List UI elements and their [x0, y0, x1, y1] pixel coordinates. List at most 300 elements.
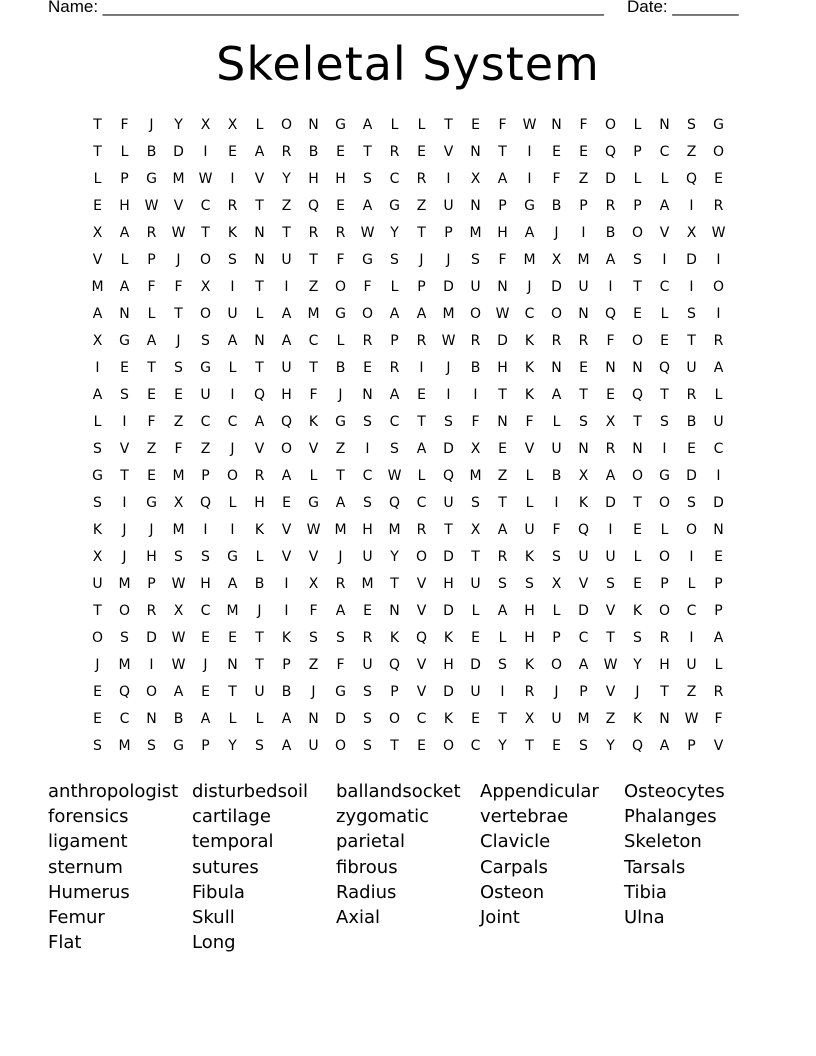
grid-letter: A — [362, 197, 373, 214]
grid-letter: S — [579, 413, 588, 430]
grid-letter: H — [497, 224, 508, 241]
grid-letter: S — [660, 413, 669, 430]
grid-letter: H — [497, 359, 508, 376]
grid-letter: A — [524, 224, 535, 241]
grid-letter: O — [604, 116, 617, 133]
grid-letter: R — [389, 143, 400, 160]
grid-letter: G — [659, 467, 670, 484]
grid-letter: R — [254, 467, 265, 484]
grid-letter: Z — [497, 467, 508, 484]
grid-letter: D — [686, 251, 697, 268]
grid-letter: I — [203, 143, 208, 160]
grid-letter: L — [255, 116, 264, 133]
grid-letter: U — [308, 737, 319, 754]
grid-letter: G — [335, 116, 346, 133]
grid-letter: A — [281, 737, 292, 754]
grid-letter: N — [470, 197, 481, 214]
grid-letter: Z — [308, 656, 319, 673]
grid-letter: X — [173, 602, 184, 619]
grid-letter: P — [714, 575, 723, 592]
grid-letter: T — [282, 224, 291, 241]
grid-letter: T — [147, 359, 156, 376]
grid-letter: A — [173, 683, 184, 700]
grid-letter: B — [308, 143, 319, 160]
grid-letter: E — [147, 467, 156, 484]
grid-letter: P — [633, 197, 642, 214]
grid-letter: L — [120, 143, 129, 160]
grid-letter: Z — [173, 413, 184, 430]
grid-letter: A — [659, 197, 670, 214]
grid-letter: O — [631, 224, 644, 241]
grid-letter: N — [632, 359, 643, 376]
word-bank-item: Skull — [192, 906, 235, 928]
grid-letter: N — [713, 521, 724, 538]
grid-letter: L — [120, 251, 129, 268]
grid-letter: C — [416, 494, 427, 511]
grid-letter: A — [416, 440, 427, 457]
grid-letter: V — [308, 548, 319, 565]
grid-letter: C — [659, 278, 670, 295]
grid-letter: R — [335, 575, 346, 592]
grid-letter: B — [605, 224, 616, 241]
grid-letter: K — [443, 629, 454, 646]
grid-letter: M — [469, 224, 482, 241]
grid-letter: N — [119, 305, 130, 322]
grid-letter: F — [498, 251, 507, 268]
grid-letter: T — [498, 143, 507, 160]
grid-letter: G — [308, 494, 319, 511]
grid-letter: F — [552, 170, 561, 187]
name-field-label: Name: _____________________________________________________ — [48, 0, 604, 16]
grid-letter: L — [633, 170, 642, 187]
grid-letter: T — [93, 143, 102, 160]
grid-letter: L — [336, 332, 345, 349]
grid-letter: Q — [658, 359, 671, 376]
grid-letter: S — [471, 251, 480, 268]
grid-letter: C — [470, 737, 481, 754]
grid-letter: E — [228, 143, 237, 160]
grid-letter: J — [446, 359, 451, 376]
grid-letter: S — [363, 413, 372, 430]
grid-letter: V — [578, 575, 589, 592]
grid-letter: C — [686, 602, 697, 619]
grid-letter: U — [713, 413, 724, 430]
grid-letter: Y — [228, 737, 237, 754]
grid-letter: J — [635, 683, 640, 700]
grid-letter: N — [146, 710, 157, 727]
grid-letter: G — [524, 197, 535, 214]
grid-letter: Z — [281, 197, 292, 214]
grid-letter: O — [280, 440, 293, 457]
grid-letter: C — [416, 710, 427, 727]
grid-letter: S — [633, 251, 642, 268]
grid-letter: L — [390, 278, 399, 295]
grid-letter: M — [118, 575, 131, 592]
grid-letter: M — [577, 710, 590, 727]
grid-letter: J — [122, 548, 127, 565]
grid-letter: Q — [442, 467, 455, 484]
grid-letter: S — [120, 386, 129, 403]
grid-letter: R — [281, 143, 292, 160]
grid-letter: T — [444, 116, 453, 133]
grid-letter: A — [146, 332, 157, 349]
grid-letter: A — [659, 737, 670, 754]
grid-letter: I — [500, 683, 505, 700]
grid-letter: F — [147, 413, 156, 430]
grid-letter: J — [203, 656, 208, 673]
grid-letter: Z — [605, 710, 616, 727]
grid-letter: A — [335, 494, 346, 511]
grid-letter: R — [605, 440, 616, 457]
grid-letter: P — [660, 575, 669, 592]
word-bank-item: ligament — [48, 831, 128, 853]
grid-letter: X — [524, 710, 535, 727]
grid-letter: S — [93, 737, 102, 754]
grid-letter: X — [200, 116, 211, 133]
grid-letter: J — [338, 548, 343, 565]
grid-letter: W — [522, 116, 537, 133]
grid-letter: A — [416, 305, 427, 322]
grid-letter: O — [658, 602, 671, 619]
grid-letter: J — [311, 683, 316, 700]
grid-letter: N — [659, 710, 670, 727]
grid-letter: V — [281, 521, 292, 538]
grid-letter: E — [336, 197, 345, 214]
grid-letter: H — [524, 629, 535, 646]
grid-letter: X — [308, 575, 319, 592]
grid-letter: W — [171, 575, 186, 592]
grid-letter: I — [95, 359, 100, 376]
grid-letter: S — [390, 440, 399, 457]
grid-letter: Q — [199, 494, 212, 511]
grid-letter: V — [659, 224, 670, 241]
grid-letter: K — [227, 224, 238, 241]
word-bank-item: Skeleton — [624, 831, 702, 853]
grid-letter: T — [417, 413, 426, 430]
grid-letter: J — [149, 521, 154, 538]
grid-letter: S — [147, 737, 156, 754]
grid-letter: Q — [631, 386, 644, 403]
grid-letter: L — [255, 305, 264, 322]
grid-letter: K — [632, 602, 643, 619]
grid-letter: P — [390, 332, 399, 349]
grid-letter: Q — [415, 629, 428, 646]
grid-letter: I — [284, 278, 289, 295]
grid-letter: S — [444, 413, 453, 430]
grid-letter: S — [363, 683, 372, 700]
grid-letter: V — [308, 440, 319, 457]
grid-letter: T — [255, 629, 264, 646]
grid-letter: L — [228, 494, 237, 511]
grid-letter: S — [120, 629, 129, 646]
grid-letter: T — [255, 197, 264, 214]
grid-letter: N — [551, 116, 562, 133]
grid-letter: N — [497, 278, 508, 295]
grid-letter: C — [200, 413, 211, 430]
grid-letter: V — [605, 683, 616, 700]
word-bank-item: Carpals — [480, 856, 548, 878]
grid-letter: D — [470, 656, 481, 673]
grid-letter: S — [633, 629, 642, 646]
grid-letter: N — [254, 332, 265, 349]
grid-letter: U — [281, 359, 292, 376]
grid-letter: N — [578, 440, 589, 457]
grid-letter: E — [633, 305, 642, 322]
grid-letter: B — [551, 197, 562, 214]
grid-letter: N — [578, 305, 589, 322]
grid-letter: O — [388, 710, 401, 727]
grid-letter: T — [606, 629, 615, 646]
grid-letter: V — [713, 737, 724, 754]
grid-letter: T — [363, 143, 372, 160]
grid-letter: K — [443, 710, 454, 727]
grid-letter: A — [578, 656, 589, 673]
grid-letter: V — [524, 440, 535, 457]
grid-letter: E — [93, 683, 102, 700]
grid-letter: X — [551, 575, 562, 592]
grid-letter: O — [712, 278, 725, 295]
word-bank-item: cartilage — [192, 806, 271, 828]
grid-letter: R — [524, 683, 535, 700]
grid-letter: M — [334, 521, 347, 538]
grid-letter: L — [255, 710, 264, 727]
word-bank-item: anthropologist — [48, 781, 179, 802]
grid-letter: X — [605, 413, 616, 430]
grid-letter: I — [230, 170, 235, 187]
grid-letter: L — [552, 413, 561, 430]
grid-letter: J — [527, 278, 532, 295]
grid-letter: S — [687, 305, 696, 322]
grid-letter: T — [498, 494, 507, 511]
grid-letter: J — [176, 251, 181, 268]
grid-letter: S — [201, 548, 210, 565]
word-bank-item: sutures — [192, 856, 259, 878]
grid-letter: E — [687, 440, 696, 457]
grid-letter: I — [689, 629, 694, 646]
grid-letter: D — [443, 683, 454, 700]
grid-letter: O — [550, 656, 563, 673]
grid-letter: O — [334, 737, 347, 754]
grid-letter: Z — [578, 170, 589, 187]
grid-letter: K — [92, 521, 103, 538]
grid-letter: A — [281, 332, 292, 349]
grid-letter: S — [336, 629, 345, 646]
grid-letter: A — [362, 116, 373, 133]
grid-letter: M — [91, 278, 104, 295]
grid-letter: I — [446, 170, 451, 187]
grid-letter: A — [605, 467, 616, 484]
grid-letter: E — [147, 386, 156, 403]
grid-letter: B — [146, 143, 157, 160]
grid-letter: C — [362, 467, 373, 484]
grid-letter: W — [441, 332, 456, 349]
grid-letter: E — [552, 143, 561, 160]
grid-letter: U — [551, 710, 562, 727]
grid-letter: X — [578, 467, 589, 484]
grid-letter: Y — [606, 737, 615, 754]
grid-letter: F — [606, 332, 615, 349]
grid-letter: T — [417, 224, 426, 241]
grid-letter: R — [605, 197, 616, 214]
grid-letter: G — [713, 116, 724, 133]
grid-letter: Q — [253, 386, 266, 403]
grid-letter: G — [173, 737, 184, 754]
grid-letter: S — [363, 710, 372, 727]
grid-letter: S — [579, 737, 588, 754]
grid-letter: T — [687, 332, 696, 349]
grid-letter: T — [390, 737, 399, 754]
grid-letter: R — [686, 386, 697, 403]
grid-letter: T — [633, 413, 642, 430]
grid-letter: F — [363, 278, 372, 295]
grid-letter: L — [93, 170, 102, 187]
grid-letter: B — [686, 413, 697, 430]
word-bank-item: sternum — [48, 856, 123, 878]
grid-letter: P — [201, 467, 210, 484]
grid-letter: S — [552, 548, 561, 565]
grid-letter: E — [417, 737, 426, 754]
grid-letter: M — [118, 656, 131, 673]
word-bank-item: Tibia — [624, 881, 667, 903]
grid-letter: I — [662, 440, 667, 457]
grid-letter: A — [227, 332, 238, 349]
grid-letter: R — [362, 629, 373, 646]
grid-letter: U — [524, 521, 535, 538]
grid-letter: K — [524, 386, 535, 403]
grid-letter: W — [711, 224, 726, 241]
grid-letter: K — [524, 548, 535, 565]
grid-letter: I — [716, 467, 721, 484]
grid-letter: X — [686, 224, 697, 241]
grid-letter: E — [498, 440, 507, 457]
grid-letter: I — [122, 494, 127, 511]
grid-letter: R — [659, 629, 670, 646]
grid-letter: P — [417, 278, 426, 295]
grid-letter: L — [147, 305, 156, 322]
grid-letter: O — [442, 737, 455, 754]
grid-letter: K — [308, 413, 319, 430]
grid-letter: O — [199, 251, 212, 268]
grid-letter: O — [334, 278, 347, 295]
grid-letter: U — [227, 305, 238, 322]
grid-letter: W — [603, 656, 618, 673]
grid-letter: G — [146, 494, 157, 511]
word-bank-item: Long — [192, 932, 236, 954]
grid-letter: O — [469, 305, 482, 322]
grid-letter: J — [554, 224, 559, 241]
grid-letter: X — [200, 278, 211, 295]
grid-letter: V — [416, 656, 427, 673]
grid-letter: V — [416, 602, 427, 619]
grid-letter: G — [200, 359, 211, 376]
grid-letter: H — [335, 170, 346, 187]
grid-letter: L — [660, 305, 669, 322]
grid-letter: J — [95, 656, 100, 673]
grid-letter: P — [201, 737, 210, 754]
grid-letter: K — [524, 332, 535, 349]
grid-letter: G — [335, 413, 346, 430]
grid-letter: H — [443, 575, 454, 592]
grid-letter: Y — [390, 224, 399, 241]
grid-letter: U — [551, 440, 562, 457]
grid-letter: F — [147, 278, 156, 295]
grid-letter: T — [525, 737, 534, 754]
grid-letter: X — [92, 548, 103, 565]
word-bank-item: Axial — [336, 906, 380, 928]
grid-letter: L — [525, 467, 534, 484]
grid-letter: A — [713, 359, 724, 376]
word-bank-item: Flat — [48, 932, 82, 954]
grid-letter: M — [469, 467, 482, 484]
grid-letter: E — [552, 737, 561, 754]
grid-letter: U — [362, 656, 373, 673]
grid-letter: H — [308, 170, 319, 187]
grid-letter: O — [550, 305, 563, 322]
grid-letter: V — [119, 440, 130, 457]
grid-letter: I — [716, 305, 721, 322]
grid-letter: G — [389, 197, 400, 214]
grid-letter: R — [470, 332, 481, 349]
grid-letter: C — [524, 305, 535, 322]
grid-letter: T — [93, 116, 102, 133]
grid-letter: L — [552, 602, 561, 619]
header-line — [48, 0, 768, 21]
grid-letter: O — [226, 467, 239, 484]
grid-letter: U — [92, 575, 103, 592]
grid-letter: V — [443, 143, 454, 160]
grid-letter: I — [554, 494, 559, 511]
grid-letter: A — [281, 467, 292, 484]
grid-letter: P — [633, 143, 642, 160]
grid-letter: S — [606, 575, 615, 592]
word-bank-item: forensics — [48, 806, 129, 828]
word-bank-item: Humerus — [48, 881, 130, 903]
grid-letter: E — [660, 332, 669, 349]
grid-letter: Z — [335, 440, 346, 457]
word-bank-item: Radius — [336, 881, 397, 903]
grid-letter: E — [201, 629, 210, 646]
grid-letter: E — [633, 575, 642, 592]
grid-letter: A — [254, 143, 265, 160]
grid-letter: O — [361, 305, 374, 322]
word-bank-item: Joint — [480, 906, 520, 928]
grid-letter: C — [713, 440, 724, 457]
grid-letter: U — [200, 386, 211, 403]
grid-letter: T — [120, 467, 129, 484]
grid-letter: Y — [633, 656, 642, 673]
grid-letter: F — [714, 710, 723, 727]
grid-letter: H — [659, 656, 670, 673]
grid-letter: A — [92, 305, 103, 322]
grid-letter: O — [631, 467, 644, 484]
grid-letter: E — [336, 143, 345, 160]
grid-letter: R — [416, 521, 427, 538]
grid-letter: B — [173, 710, 184, 727]
grid-letter: N — [632, 440, 643, 457]
word-bank-item: Osteocytes — [624, 781, 725, 802]
grid-letter: U — [443, 494, 454, 511]
grid-letter: A — [119, 278, 130, 295]
grid-letter: A — [713, 629, 724, 646]
grid-letter: T — [201, 224, 210, 241]
grid-letter: R — [416, 332, 427, 349]
grid-letter: C — [119, 710, 130, 727]
grid-letter: M — [361, 575, 374, 592]
grid-letter: L — [390, 116, 399, 133]
grid-letter: E — [93, 197, 102, 214]
grid-letter: N — [470, 143, 481, 160]
grid-letter: M — [307, 305, 320, 322]
